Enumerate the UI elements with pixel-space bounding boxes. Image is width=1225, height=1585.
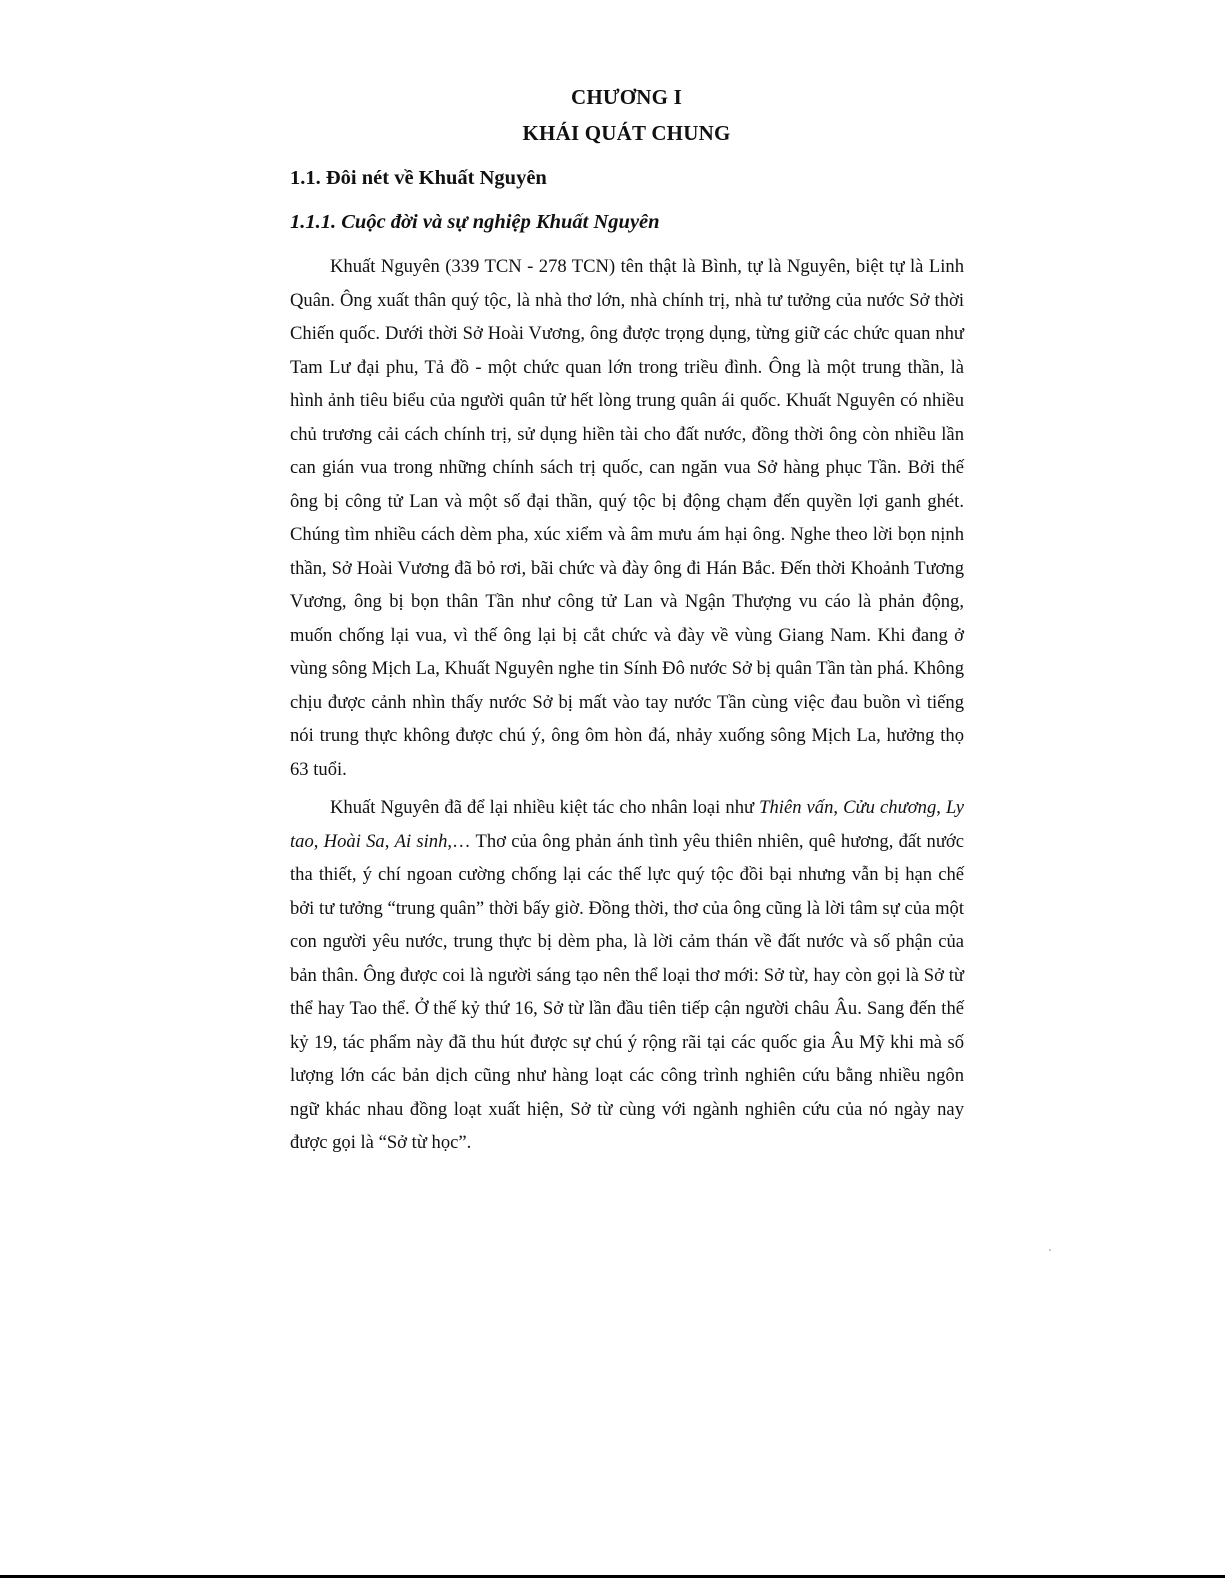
paragraph-works-lead: Khuất Nguyên đã để lại nhiều kiệt tác cho nhân loại như (330, 797, 760, 818)
work-title-cuu-chuong: Cửu chương (843, 797, 937, 818)
paragraph-biography: Khuất Nguyên (339 TCN - 278 TCN) tên thật là Bình, tự là Nguyên, biệt tự là Linh Quân. Ông xuất thân quý tộc, là nhà thơ lớn, nhà chính trị, nhà tư tưởng của nước Sở thời Chiến quốc. Dưới thời Sở Hoài Vương, ông được trọng dụng, từng giữ các chức quan như Tam Lư đại phu, Tả đồ - một chức quan lớn trong triều đình. Ông là một trung thần, là hình ảnh tiêu biểu của người quân tử hết lòng trung quân ái quốc. Khuất Nguyên có nhiều chủ trương cải cách chính trị, sử dụng hiền tài cho đất nước, đồng thời ông còn nhiều lần can gián vua trong những chính sách trị quốc, can ngăn vua Sở hàng phục Tần. Bởi thế ông bị công tử Lan và một số đại thần, quý tộc bị động chạm đến quyền lợi ganh ghét. Chúng tìm nhiều cách dèm pha, xúc xiểm và âm mưu ám hại ông. Nghe theo lời bọn nịnh thần, Sở Hoài Vương đã bỏ rơi, bãi chức và đày ông đi Hán Bắc. Đến thời Khoảnh Tương Vương, ông bị bọn thân Tần như công tử Lan và Ngận Thượng vu cáo là phản động, muốn chống lại vua, vì thế ông lại bị cắt chức và đày về vùng Giang Nam. Khi đang ở vùng sông Mịch La, Khuất Nguyên nghe tin Sính Đô nước Sở bị quân Tần tàn phá. Không chịu được cảnh nhìn thấy nước Sở bị mất vào tay nước Tần cùng việc đau buồn vì tiếng nói trung thực không được chú ý, ông ôm hòn đá, nhảy xuống sông Mịch La, hưởng thọ 63 tuổi. (290, 256, 964, 780)
separator: , (936, 797, 946, 818)
separator: , (313, 830, 324, 852)
work-title-ly-tao: Ly tao (290, 797, 965, 852)
chapter-title: KHÁI QUÁT CHUNG (522, 121, 731, 145)
separator: , (384, 830, 395, 852)
chapter-label: CHƯƠNG I (570, 85, 683, 109)
work-title-ai-sinh: Ai sinh (394, 830, 448, 852)
work-title-hoai-sa: Hoài Sa (323, 830, 385, 852)
subsection-heading: 1.1.1. Cuộc đời và sự nghiệp Khuất Nguyên (290, 211, 660, 233)
scan-bottom-edge (0, 1575, 1225, 1578)
separator: , (833, 797, 844, 818)
paragraph-works-rest: ,… Thơ của ông phản ánh tình yêu thiên nhiên, quê hương, đất nước tha thiết, ý chí ngoan cường chống lại các thế lực quý tộc đồi bại nhưng vẫn bị hạn chế bởi tư tưởng “trung quân” thời bấy giờ. Đồng thời, thơ của ông cũng là lời tâm sự của một con người yêu nước, trung thực bị dèm pha, là lời cảm thán về đất nước và số phận của bản thân. Ông được coi là người sáng tạo nên thể loại thơ mới: Sở từ, hay còn gọi là Sở từ thể hay Tao thể. Ở thế kỷ thứ 16, Sở từ lần đầu tiên tiếp cận người châu Âu. Sang đến thế kỷ 19, tác phẩm này đã thu hút được sự chú ý rộng rãi tại các quốc gia Âu Mỹ khi mà số lượng lớn các bản dịch cũng như hàng loạt các công trình nghiên cứu bằng nhiều ngôn ngữ khác nhau đồng loạt xuất hiện, Sở từ cùng với ngành nghiên cứu của nó ngày nay được gọi là “Sở từ học”. (290, 830, 965, 1153)
paragraph-works (290, 791, 964, 1160)
scan-speck (1049, 1249, 1051, 1251)
section-heading: 1.1. Đôi nét về Khuất Nguyên (290, 167, 547, 189)
work-title-thien-van: Thiên vấn (759, 797, 834, 818)
